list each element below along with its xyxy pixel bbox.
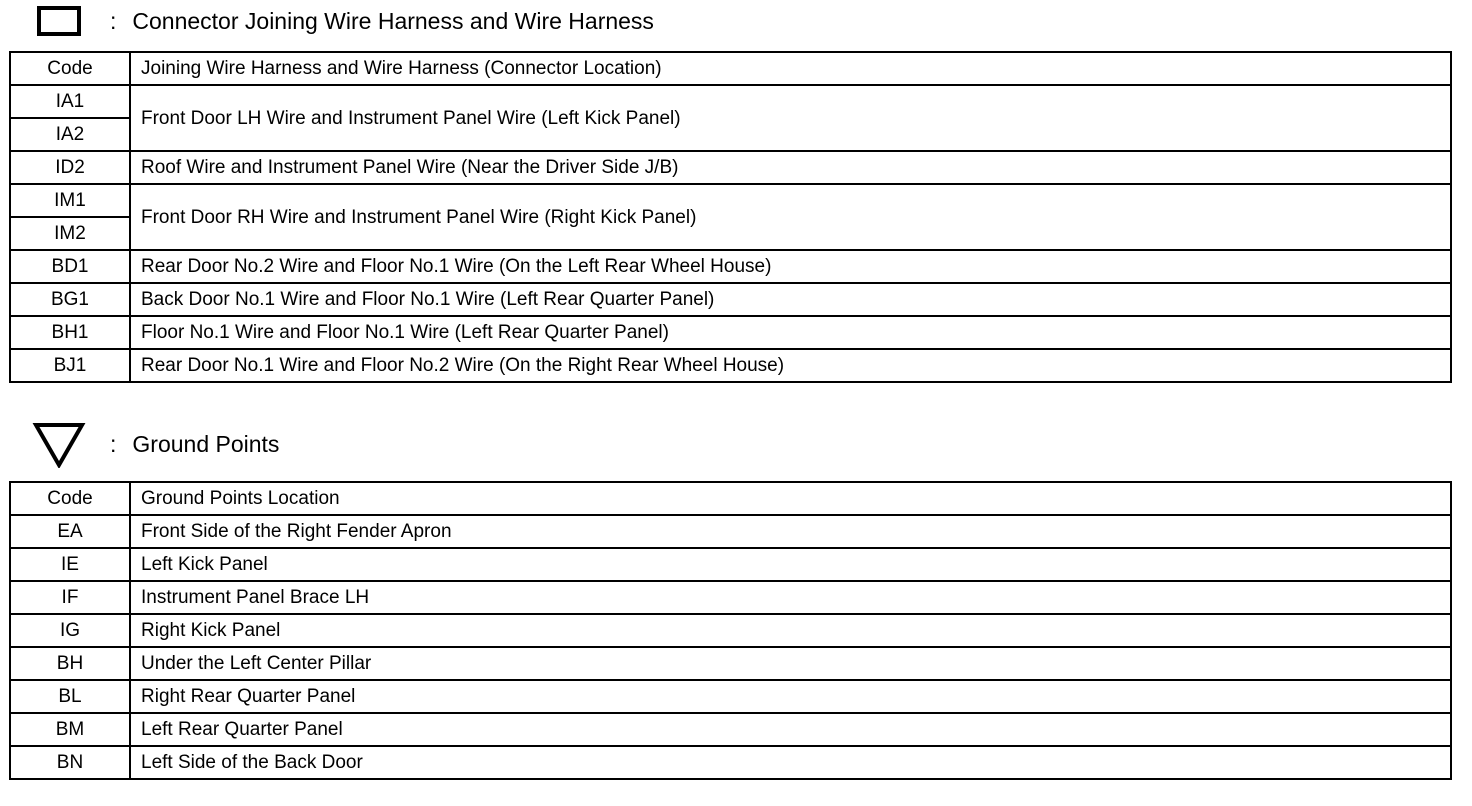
code-cell: IG [10, 614, 130, 647]
square-outline-icon [30, 0, 90, 45]
table-row [10, 746, 1451, 779]
legend-colon: : [110, 430, 117, 457]
legend-colon: : [110, 7, 117, 34]
code-cell: IF [10, 581, 130, 614]
location-cell: Left Kick Panel [130, 548, 1451, 581]
location-cell: Front Door RH Wire and Instrument Panel Wire (Right Kick Panel) [130, 184, 1451, 250]
header-code: Code [10, 482, 130, 515]
code-cell: BN [10, 746, 130, 779]
code-cell: IE [10, 548, 130, 581]
table-row [10, 283, 1451, 316]
code-cell: BD1 [10, 250, 130, 283]
location-cell: Left Side of the Back Door [130, 746, 1451, 779]
ground-legend-title: Ground Points [132, 430, 280, 457]
header-location: Joining Wire Harness and Wire Harness (Connector Location) [130, 52, 1451, 85]
location-cell: Front Door LH Wire and Instrument Panel Wire (Left Kick Panel) [130, 85, 1451, 151]
table-row [10, 680, 1451, 713]
table-row [10, 548, 1451, 581]
header-code: Code [10, 52, 130, 85]
table-header-row [10, 482, 1451, 515]
location-cell: Rear Door No.2 Wire and Floor No.1 Wire (On the Left Rear Wheel House) [130, 250, 1451, 283]
connector-table [9, 51, 1452, 383]
ground-legend [30, 420, 279, 468]
location-cell: Under the Left Center Pillar [130, 647, 1451, 680]
ground-table [9, 481, 1452, 780]
table-row [10, 85, 1451, 118]
table-row [10, 184, 1451, 217]
connector-legend [30, 0, 654, 45]
table-row [10, 581, 1451, 614]
table-row [10, 250, 1451, 283]
table-row [10, 515, 1451, 548]
location-cell: Right Rear Quarter Panel [130, 680, 1451, 713]
code-cell: BL [10, 680, 130, 713]
code-cell: IM1 [10, 184, 130, 217]
table-row [10, 614, 1451, 647]
connector-legend-title: Connector Joining Wire Harness and Wire Harness [132, 7, 654, 34]
location-cell: Roof Wire and Instrument Panel Wire (Near the Driver Side J/B) [130, 151, 1451, 184]
header-location: Ground Points Location [130, 482, 1451, 515]
code-cell: BG1 [10, 283, 130, 316]
table-header-row [10, 52, 1451, 85]
code-cell: EA [10, 515, 130, 548]
location-cell: Floor No.1 Wire and Floor No.1 Wire (Left Rear Quarter Panel) [130, 316, 1451, 349]
table-row [10, 151, 1451, 184]
location-cell: Instrument Panel Brace LH [130, 581, 1451, 614]
code-cell: BH [10, 647, 130, 680]
location-cell: Right Kick Panel [130, 614, 1451, 647]
location-cell: Rear Door No.1 Wire and Floor No.2 Wire (On the Right Rear Wheel House) [130, 349, 1451, 382]
table-row [10, 349, 1451, 382]
table-row [10, 713, 1451, 746]
location-cell: Back Door No.1 Wire and Floor No.1 Wire (Left Rear Quarter Panel) [130, 283, 1451, 316]
location-cell: Left Rear Quarter Panel [130, 713, 1451, 746]
triangle-down-outline-icon [30, 420, 90, 468]
code-cell: IM2 [10, 217, 130, 250]
code-cell: ID2 [10, 151, 130, 184]
code-cell: IA2 [10, 118, 130, 151]
code-cell: IA1 [10, 85, 130, 118]
code-cell: BH1 [10, 316, 130, 349]
table-row [10, 647, 1451, 680]
table-row [10, 316, 1451, 349]
code-cell: BJ1 [10, 349, 130, 382]
location-cell: Front Side of the Right Fender Apron [130, 515, 1451, 548]
code-cell: BM [10, 713, 130, 746]
